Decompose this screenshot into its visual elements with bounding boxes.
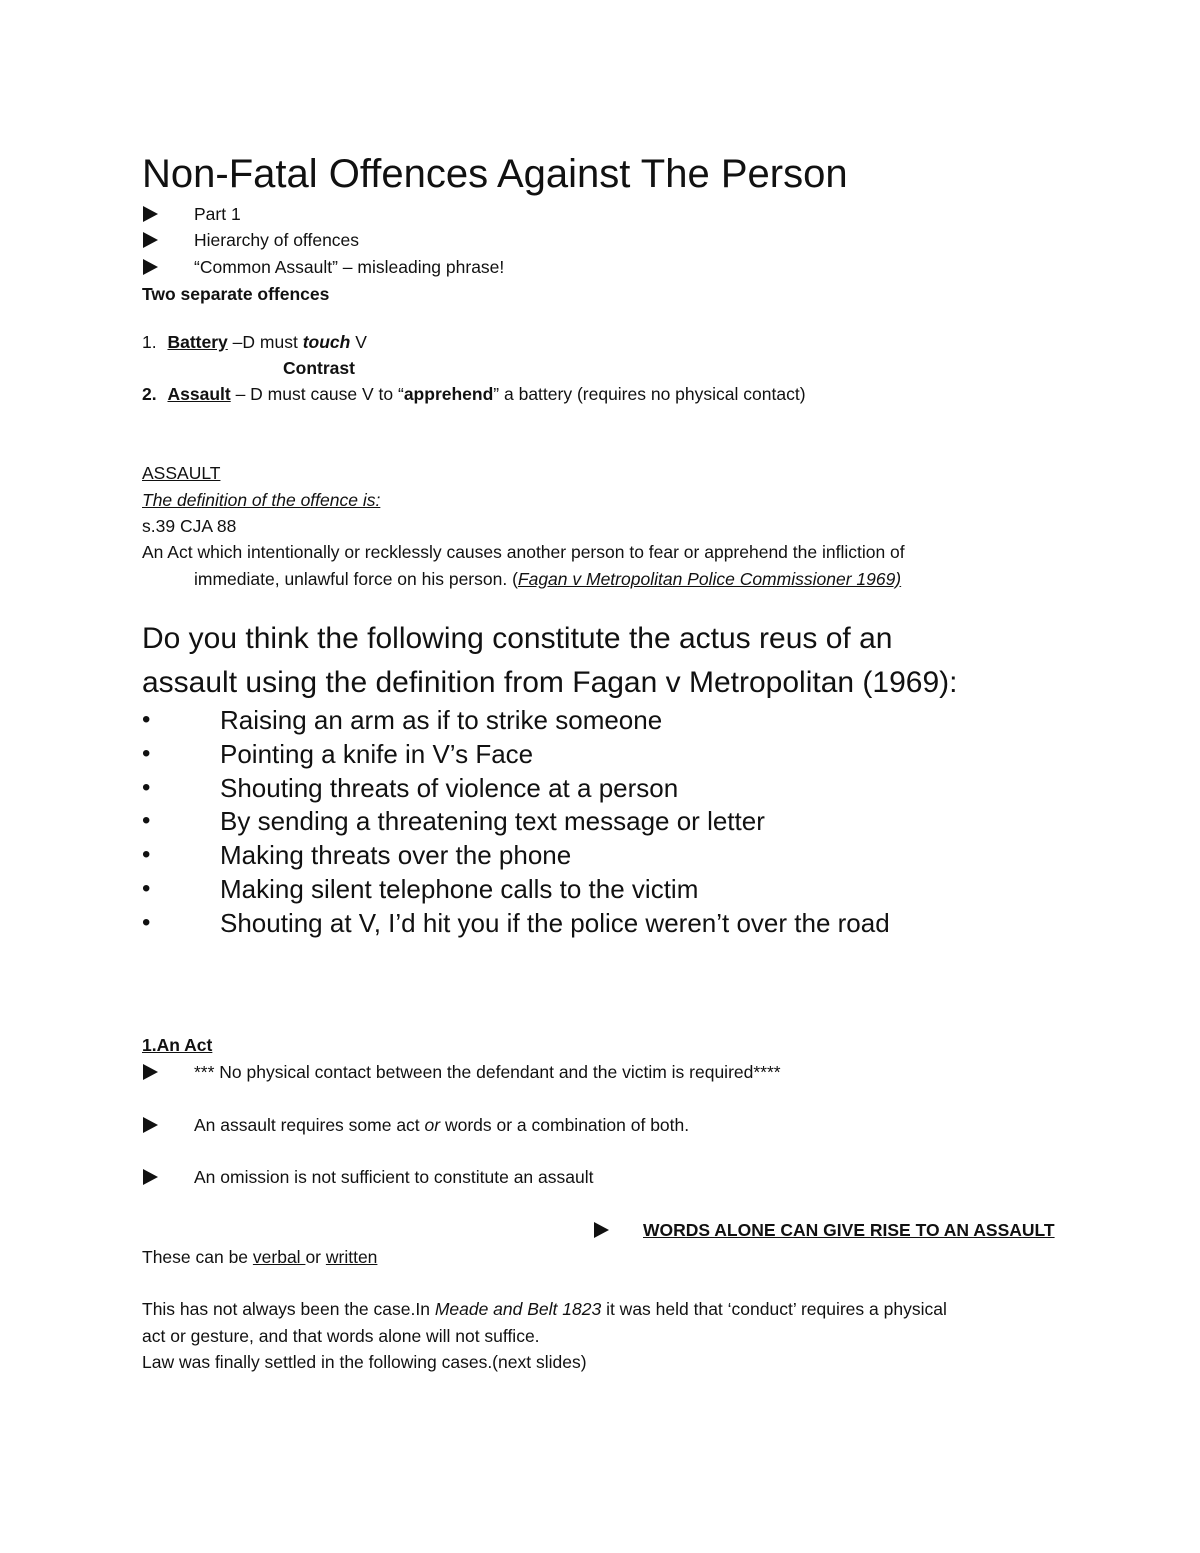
- act-point: [143, 1061, 781, 1083]
- assault-post: ” a battery (requires no physical contact): [493, 384, 806, 404]
- page-title: Non-Fatal Offences Against The Person: [142, 152, 848, 196]
- history-pre: This has not always been the case.In: [142, 1299, 435, 1319]
- question-line-1: Do you think the following constitute the actus reus of an: [142, 622, 893, 655]
- history-line-2: act or gesture, and that words alone will not suffice.: [142, 1326, 540, 1346]
- arrow-bullet-icon: [143, 1117, 158, 1133]
- two-separate-offences: Two separate offences: [142, 284, 330, 304]
- list-item: By sending a threatening text message or letter: [220, 806, 765, 836]
- battery-post: V: [350, 332, 367, 352]
- definition-line-1: An Act which intentionally or recklessly causes another person to fear or apprehend the infliction of: [142, 542, 905, 562]
- act-point-text: *** No physical contact between the defendant and the victim is required****: [194, 1062, 781, 1082]
- act-point-post: words or a combination of both.: [440, 1115, 690, 1135]
- battery-pre: –D must: [227, 332, 303, 352]
- act-point-pre: An assault requires some act: [194, 1115, 425, 1135]
- definition-line-2-text: immediate, unlawful force on his person. (: [194, 569, 518, 589]
- act-point: [143, 1166, 593, 1188]
- arrow-bullet-icon: [143, 232, 158, 248]
- act-point-text: [194, 1114, 689, 1136]
- intro-bullet: [143, 203, 241, 225]
- bullet-icon: •: [142, 909, 151, 936]
- verbal-or-written: [142, 1246, 377, 1268]
- definition-line-2: [194, 568, 901, 590]
- bullet-icon: •: [142, 875, 151, 902]
- battery-emphasis: touch: [302, 332, 351, 352]
- list-item: Raising an arm as if to strike someone: [220, 705, 663, 735]
- intro-bullet: [143, 256, 504, 278]
- battery-item: [142, 331, 367, 353]
- arrow-bullet-icon: [143, 1169, 158, 1185]
- arrow-bullet-icon: [143, 1064, 158, 1080]
- list-item: Shouting at V, I’d hit you if the police weren’t over the road: [220, 908, 890, 938]
- arrow-bullet-icon: [594, 1222, 609, 1238]
- bullet-icon: •: [142, 706, 151, 733]
- intro-bullet: [143, 229, 359, 251]
- arrow-bullet-icon: [143, 206, 158, 222]
- list-number: 2.: [142, 384, 157, 404]
- act-heading: 1.An Act: [142, 1035, 213, 1055]
- written-text: written: [325, 1247, 378, 1267]
- bullet-icon: •: [142, 807, 151, 834]
- list-number: 1.: [142, 332, 157, 352]
- act-point-emphasis: or: [424, 1115, 441, 1135]
- bullet-icon: •: [142, 774, 151, 801]
- these-can-be-text: These can be: [142, 1247, 253, 1267]
- assault-heading: ASSAULT: [142, 463, 221, 483]
- list-item: Making threats over the phone: [220, 840, 572, 870]
- statute-reference: s.39 CJA 88: [142, 516, 237, 536]
- history-line-1: [142, 1298, 947, 1320]
- words-alone-text: WORDS ALONE CAN GIVE RISE TO AN ASSAULT: [643, 1220, 1055, 1240]
- assault-item: [142, 383, 806, 405]
- intro-bullet-text: Part 1: [194, 204, 241, 224]
- verbal-text: verbal: [252, 1247, 306, 1267]
- assault-bold: apprehend: [403, 384, 494, 404]
- battery-term: Battery: [167, 332, 228, 352]
- act-point-text: An omission is not sufficient to constitute an assault: [194, 1167, 594, 1187]
- intro-bullet-text: “Common Assault” – misleading phrase!: [194, 257, 505, 277]
- history-line-3: Law was finally settled in the following cases.(next slides): [142, 1352, 587, 1372]
- list-item: Shouting threats of violence at a person: [220, 773, 679, 803]
- history-post: it was held that ‘conduct’ requires a physical: [601, 1299, 947, 1319]
- history-case: Meade and Belt 1823: [434, 1299, 602, 1319]
- bullet-icon: •: [142, 841, 151, 868]
- assault-pre: – D must cause V to “: [230, 384, 404, 404]
- definition-case: Fagan v Metropolitan Police Commissioner 1969): [517, 569, 902, 589]
- assault-term: Assault: [167, 384, 231, 404]
- list-item: Pointing a knife in V’s Face: [220, 739, 534, 769]
- or-text: or: [305, 1247, 326, 1267]
- act-point: [143, 1114, 689, 1136]
- list-item: Making silent telephone calls to the victim: [220, 874, 699, 904]
- arrow-bullet-icon: [143, 259, 158, 275]
- definition-label: The definition of the offence is:: [142, 490, 381, 510]
- intro-bullet-text: Hierarchy of offences: [194, 230, 360, 250]
- bullet-icon: •: [142, 740, 151, 767]
- words-alone-callout: [594, 1219, 1055, 1241]
- question-line-2: assault using the definition from Fagan v Metropolitan (1969):: [142, 666, 958, 699]
- contrast-label: Contrast: [283, 358, 355, 378]
